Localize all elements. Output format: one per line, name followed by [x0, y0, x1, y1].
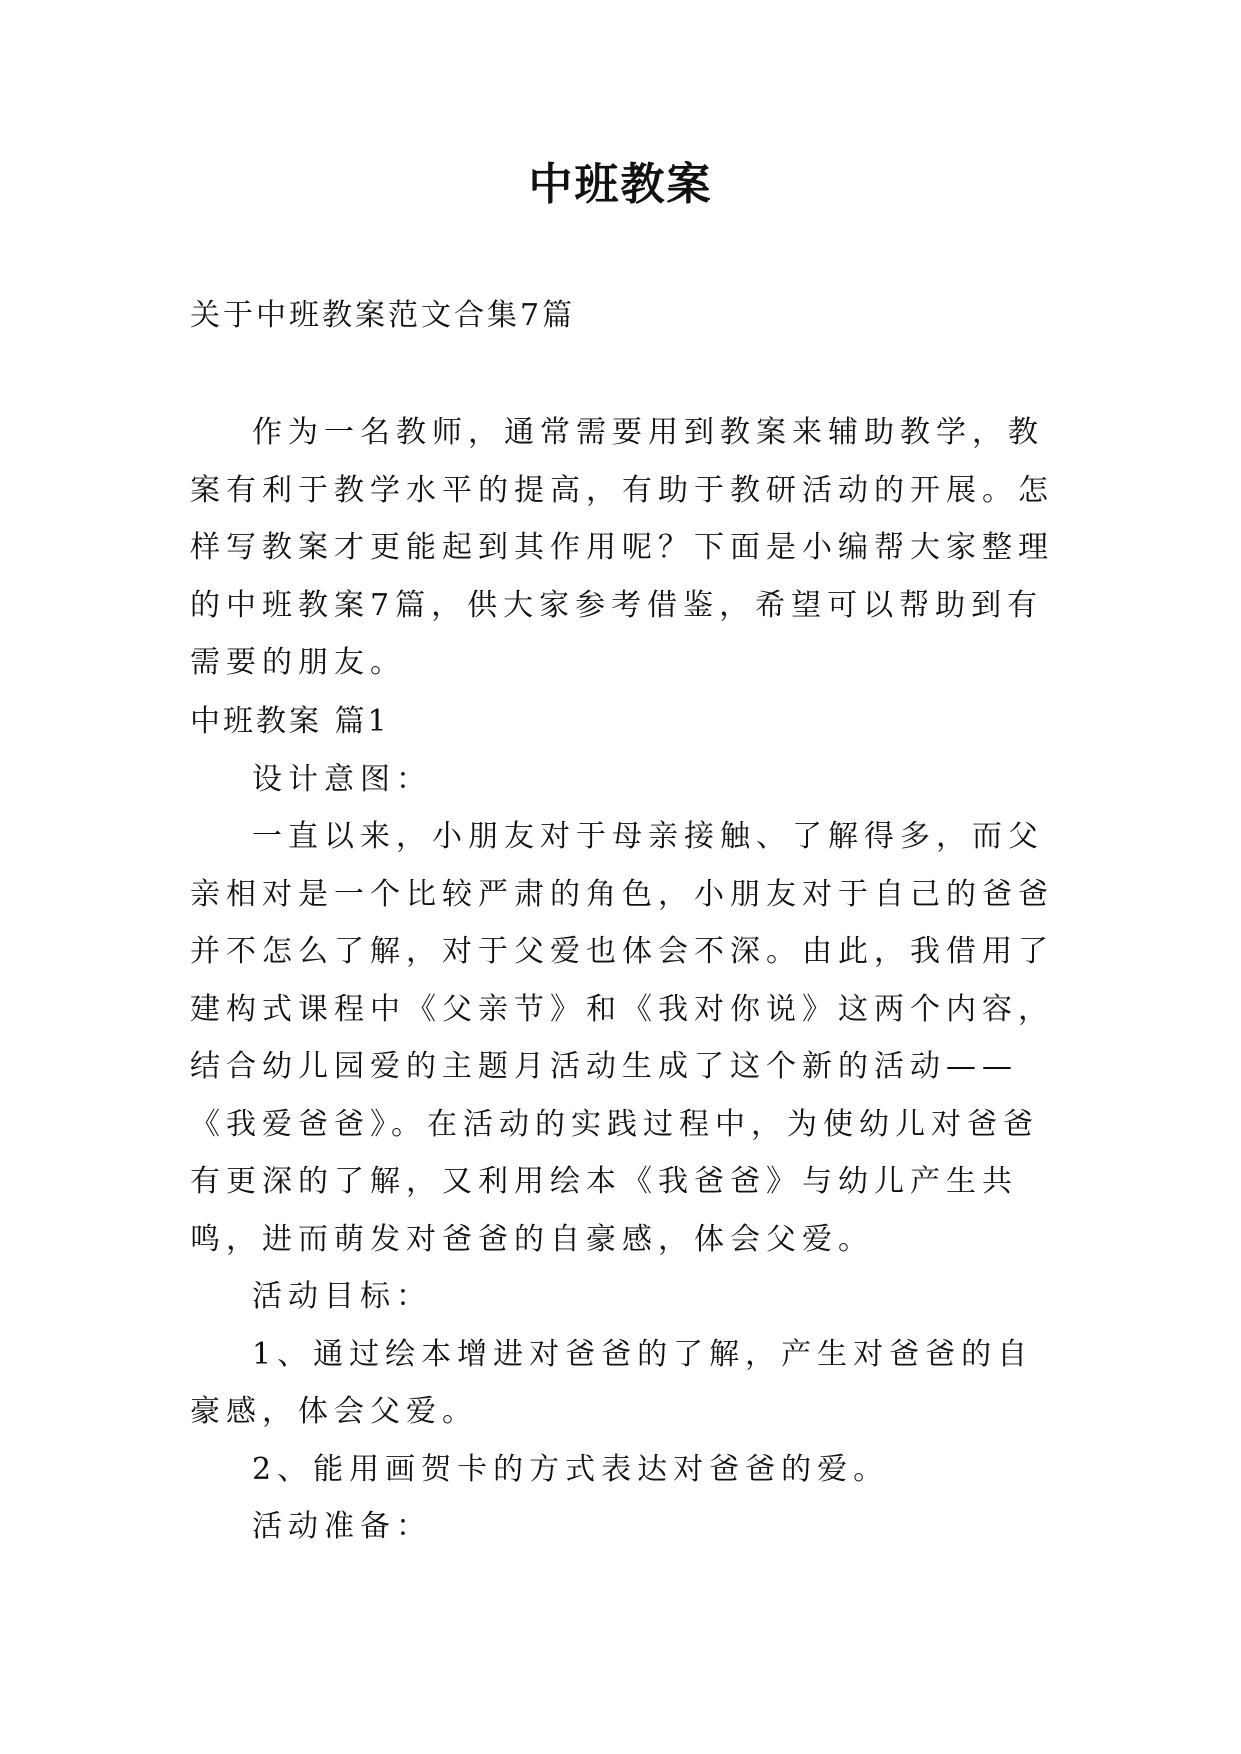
paragraph-goal-2: 2、能用画贺卡的方式表达对爸爸的爱。 — [252, 1451, 890, 1487]
document-title: 中班教案 — [528, 159, 713, 210]
intro-paragraph: 作为一名教师，通常需要用到教案来辅助教学，教案有利于教学水平的提高，有助于教研活动的开展。怎样写教案才更能起到其作用呢？下面是小编帮大家整理的中班教案7篇，供大家参考借鉴，希望可以帮助到有需要的朋友。 — [190, 415, 1054, 680]
paragraph-design-intent-label: 设计意图： — [252, 761, 432, 797]
paragraph-preparation-label: 活动准备： — [252, 1509, 432, 1544]
document-subtitle: 关于中班教案范文合集7篇 — [190, 298, 576, 333]
paragraph-goal-1: 1、通过绘本增进对爸爸的了解，产生对爸爸的自豪感，体会父爱。 — [190, 1336, 1034, 1429]
paragraph-goals-label: 活动目标： — [252, 1279, 432, 1314]
paragraph-design-intent: 一直以来，小朋友对于母亲接触、了解得多，而父亲相对是一个比较严肃的角色，小朋友对于自己的爸爸并不怎么了解，对于父爱也体会不深。由此，我借用了建构式课程中《父亲节》和《我对你说》这两个内容，结合幼儿园爱的主题月活动生成了这个新的活动——《我爱爸爸》。在活动的实践过程中，为使幼儿对爸爸有更深的了解，又利用绘本《我爸爸》与幼儿产生共鸣，进而萌发对爸爸的自豪感，体会父爱。 — [190, 819, 1054, 1257]
intro-section — [190, 404, 1065, 692]
lesson-plan-section — [190, 693, 1065, 1556]
section-heading: 中班教案 篇1 — [190, 704, 390, 739]
